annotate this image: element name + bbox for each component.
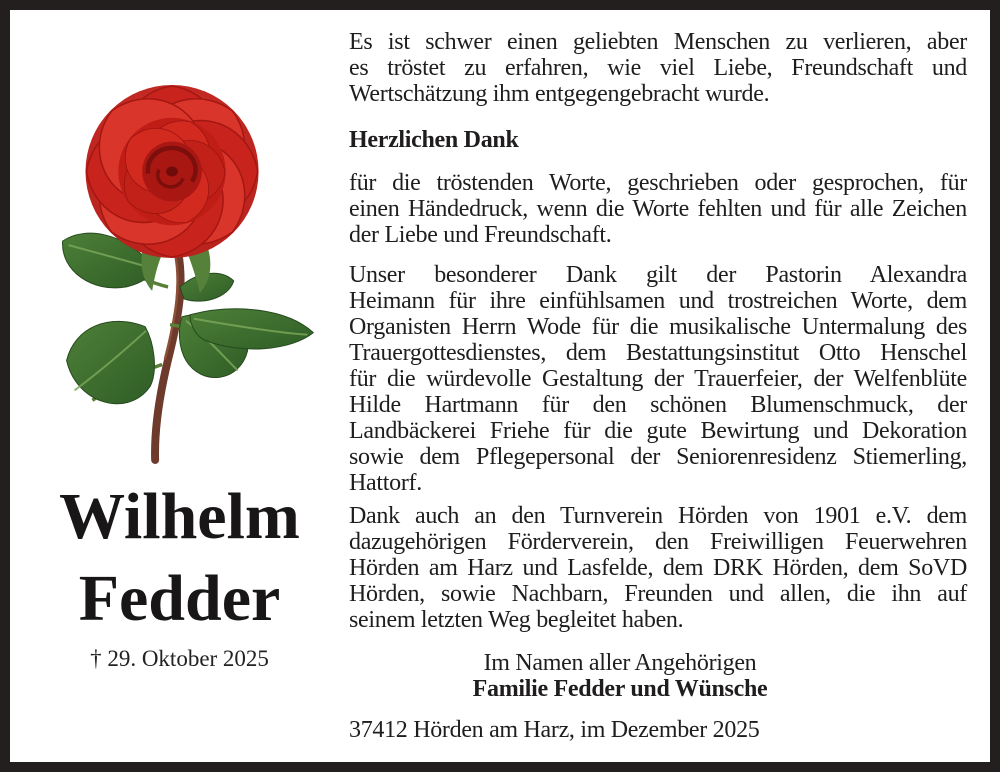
red-rose-image [30, 76, 330, 464]
death-date: † 29. Oktober 2025 [90, 646, 269, 671]
community-thanks-paragraph [349, 503, 967, 633]
community-thanks-line: seinem letzten Weg begleitet haben. [349, 607, 684, 633]
closing-block [349, 650, 967, 702]
special-thanks-line: Trauergottesdienstes, dem Bestattungsinstitut Otto Henschel [349, 340, 967, 366]
special-thanks-line: Landbäckerei Friehe für die gute Bewirtung und Dekoration [349, 418, 967, 444]
text-column [349, 10, 967, 762]
thanks-line: einen Händedruck, wenn die Worte fehlten und für alle Zeichen [349, 196, 967, 222]
intro-line: Wertschätzung ihm entgegengebracht wurde. [349, 81, 770, 107]
intro-line: es tröstet zu erfahren, wie viel Liebe, Freundschaft und [349, 55, 967, 81]
special-thanks-line: Hilde Hartmann für den schönen Blumenschmuck, der [349, 392, 967, 418]
special-thanks-line: Heimann für ihre einfühlsamen und trostreichen Worte, dem [349, 288, 967, 314]
special-thanks-line: Unser besonderer Dank gilt der Pastorin Alexandra [349, 262, 967, 288]
thanks-line: für die tröstenden Worte, geschrieben oder gesprochen, für [349, 170, 967, 196]
special-thanks-line: für die würdevolle Gestaltung der Trauerfeier, der Welfenblüte [349, 366, 967, 392]
thanks-paragraph [349, 170, 967, 248]
special-thanks-paragraph [349, 262, 967, 496]
special-thanks-line: sowie dem Pflegepersonal der Seniorenresidenz Stiemerling, [349, 444, 967, 470]
intro-line: Es ist schwer einen geliebten Menschen zu verlieren, aber [349, 29, 967, 55]
rose-illustration [30, 76, 330, 464]
thanks-line: der Liebe und Freundschaft. [349, 222, 612, 248]
family-signature: Familie Fedder und Wünsche [472, 676, 768, 702]
left-column [10, 10, 349, 762]
community-thanks-line: Hörden, sowie Nachbarn, Freunden und allen, die ihn auf [349, 581, 967, 607]
deceased-last-name: Fedder [78, 562, 281, 635]
community-thanks-line: Hörden am Harz und Lasfelde, dem DRK Hörden, dem SoVD [349, 555, 967, 581]
special-thanks-line: Hattorf. [349, 470, 422, 496]
thanks-heading: Herzlichen Dank [349, 127, 519, 153]
deceased-first-name: Wilhelm [59, 480, 300, 553]
intro-paragraph [349, 29, 967, 107]
closing-line: Im Namen aller Angehörigen [483, 650, 757, 676]
community-thanks-line: dazugehörigen Förderverein, den Freiwilligen Feuerwehren [349, 529, 967, 555]
community-thanks-line: Dank auch an den Turnverein Hörden von 1901 e.V. dem [349, 503, 967, 529]
special-thanks-line: Organisten Herrn Wode für die musikalische Untermalung des [349, 314, 967, 340]
place-date-line: 37412 Hörden am Harz, im Dezember 2025 [349, 717, 760, 743]
deceased-name [59, 476, 300, 640]
